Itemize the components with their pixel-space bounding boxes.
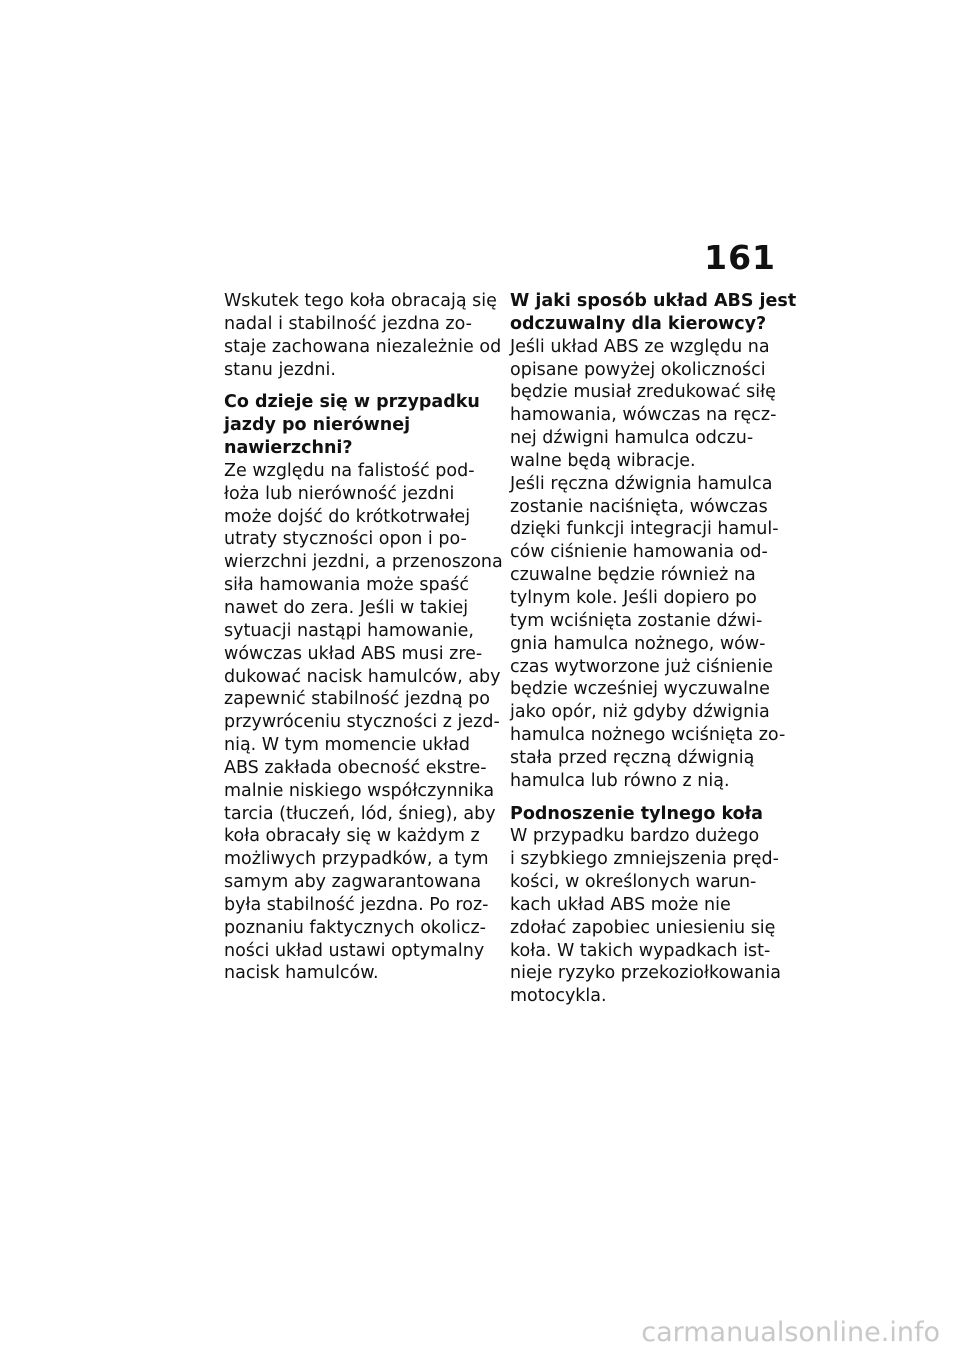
text-line: koła obracały się w każdym z	[224, 826, 480, 847]
text-line: Jeśli ręczna dźwignia hamulca	[510, 473, 773, 494]
text-line: W przypadku bardzo dużego	[510, 826, 760, 847]
text-line: odczuwalny dla kierowcy?	[510, 313, 767, 334]
left-column	[224, 290, 503, 995]
text-line: tarcia (tłuczeń, lód, śnieg), aby	[224, 803, 496, 824]
text-line: Jeśli układ ABS ze względu na	[510, 336, 770, 357]
text-line: koła. W takich wypadkach ist-	[510, 940, 771, 961]
paragraph-uneven-surface	[224, 460, 503, 985]
text-line: jako opór, niż gdyby dźwignia	[510, 702, 770, 723]
text-line: nawierzchni?	[224, 438, 353, 459]
heading-abs-feel	[510, 290, 797, 336]
text-line: gnia hamulca nożnego, wów-	[510, 633, 766, 654]
text-line: nacisk hamulców.	[224, 963, 379, 984]
text-line: dzięki funkcji integracji hamul-	[510, 519, 779, 540]
text-line: zostanie naciśnięta, wówczas	[510, 496, 768, 517]
text-line: zdołać zapobiec uniesieniu się	[510, 917, 776, 938]
text-line: W jaki sposób układ ABS jest	[510, 291, 797, 311]
text-line: Ze względu na falistość pod-	[224, 460, 475, 481]
text-line: dukować nacisk hamulców, aby	[224, 666, 501, 687]
text-line: siła hamowania może spaść	[224, 575, 470, 596]
text-line: ABS zakłada obecność ekstre-	[224, 757, 487, 778]
text-line: utraty styczności opon i po-	[224, 529, 467, 550]
text-line: poznaniu faktycznych okolicz-	[224, 917, 486, 938]
text-line: kości, w określonych warun-	[510, 872, 757, 893]
text-line: będzie musiał zredukować siłę	[510, 382, 776, 403]
paragraph-rear-wheel-lift	[510, 825, 781, 1008]
text-line: możliwych przypadków, a tym	[224, 849, 489, 870]
text-line: przywróceniu styczności z jezd-	[224, 712, 500, 733]
text-line: zapewnić stabilność jezdną po	[224, 689, 490, 710]
page-number: 161	[704, 238, 776, 277]
text-line: nieje ryzyko przekoziołkowania	[510, 963, 781, 984]
paragraph-wheels-rotation	[224, 290, 502, 381]
text-line: Wskutek tego koła obracają się	[224, 291, 497, 311]
text-line: stanu jezdni.	[224, 359, 336, 380]
heading-rear-wheel-lift	[510, 803, 778, 826]
text-line: ców ciśnienie hamowania od-	[510, 542, 768, 563]
text-line: ności układ ustawi optymalny	[224, 940, 485, 961]
text-line: nią. W tym momencie układ	[224, 735, 470, 756]
text-line: motocykla.	[510, 986, 607, 1007]
text-line: samym aby zagwarantowana	[224, 872, 482, 893]
text-line: malnie niskiego współczynnika	[224, 780, 495, 801]
text-line: nawet do zera. Jeśli w takiej	[224, 597, 469, 618]
text-line: wierzchni jezdni, a przenoszona	[224, 552, 503, 573]
text-line: tym wciśnięta zostanie dźwi-	[510, 610, 763, 631]
text-line: i szybkiego zmniejszenia pręd-	[510, 849, 779, 870]
text-line: jazdy po nierównej	[224, 415, 411, 436]
text-line: hamulca lub równo z nią.	[510, 770, 730, 791]
text-line: nadal i stabilność jezdna zo-	[224, 313, 472, 334]
watermark: carmanualsonline.info	[641, 1317, 940, 1348]
text-line: może dojść do krótkotrwałej	[224, 506, 471, 527]
text-line: sytuacji nastąpi hamowanie,	[224, 620, 474, 641]
text-line: czas wytworzone już ciśnienie	[510, 656, 774, 677]
text-line: hamowania, wówczas na ręcz-	[510, 405, 777, 426]
text-line: czuwalne będzie również na	[510, 565, 756, 586]
text-line: walne będą wibracje.	[510, 450, 696, 471]
heading-uneven-surface	[224, 391, 492, 460]
right-column	[510, 290, 797, 1018]
text-line: stała przed ręczną dźwignią	[510, 747, 755, 768]
text-line: Co dzieje się w przypadku	[224, 392, 480, 413]
text-line: łoża lub nierówność jezdni	[224, 483, 455, 504]
text-line: kach układ ABS może nie	[510, 894, 731, 915]
text-line: staje zachowana niezależnie od	[224, 336, 502, 357]
paragraph-abs-feel	[510, 336, 786, 793]
text-line: opisane powyżej okoliczności	[510, 359, 766, 380]
text-line: nej dźwigni hamulca odczu-	[510, 428, 754, 449]
text-line: Podnoszenie tylnego koła	[510, 803, 763, 824]
text-line: hamulca nożnego wciśnięta zo-	[510, 725, 786, 746]
text-line: wówczas układ ABS musi zre-	[224, 643, 483, 664]
text-line: będzie wcześniej wyczuwalne	[510, 679, 770, 700]
text-line: była stabilność jezdna. Po roz-	[224, 894, 489, 915]
text-line: tylnym kole. Jeśli dopiero po	[510, 587, 757, 608]
